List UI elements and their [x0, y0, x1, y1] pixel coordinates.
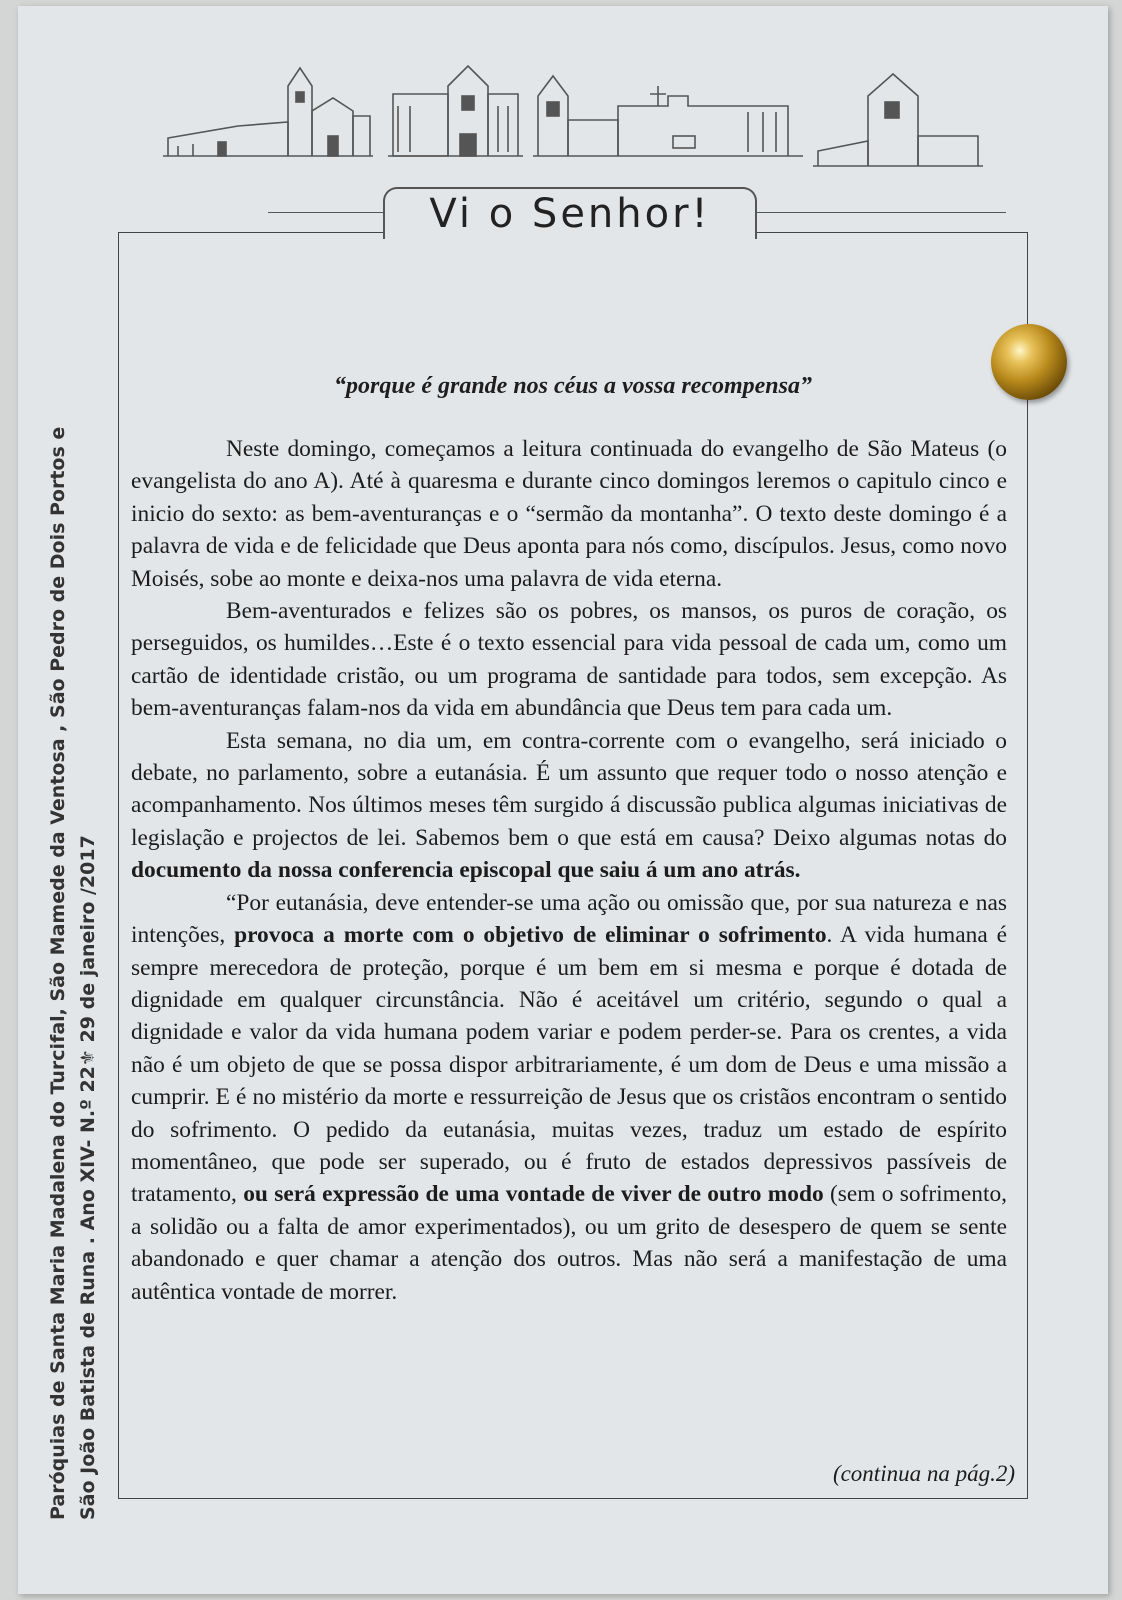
masthead-vertical [43, 40, 107, 1520]
paragraph-2: Bem-aventurados e felizes são os pobres, os mansos, os puros de coração, os perseguidos, os humildes…Este é o texto essencial para vida pessoal de cada um, como um cartão de identidade cristão, ou um programa de santidade para todos, sem excepção. As bem-aventuranças falam-nos da vida em abundância que Deus tem para cada um. [131, 598, 1007, 722]
title-rule-right [751, 212, 1006, 213]
church-skyline-icon [148, 56, 1008, 196]
paragraph-3: Esta semana, no dia um, em contra-corrente com o evangelho, será iniciado o debate, no parlamento, sobre a eutanásia. É um assunto que requer todo o nosso atenção e acompanhamento. Nos últimos meses têm surgido á discussão publica algumas iniciativas de legislação e projectos de lei. Sabemos bem o que está em causa? Deixo algumas notas do documento da nossa conferencia episcopal que saiu á um ano atrás. [131, 727, 1007, 884]
paragraph-1: Neste domingo, começamos a leitura continuada do evangelho de São Mateus (o evangelista do ano A). Até à quaresma e durante cinco domingos leremos o capitulo cinco e inicio do sexto: as bem-aventuranças e o “sermão da montanha”. O texto deste domingo é a palavra de vida e de felicidade que Deus aponta para nós como, discípulos. Jesus, como novo Moisés, sobe ao monte e deixa-nos uma palavra de vida eterna. [131, 436, 1007, 592]
epigraph: “porque é grande nos céus a vossa recompensa” [334, 373, 812, 399]
bold-phrase: documento da nossa conferencia episcopal que saiu á um ano atrás [131, 857, 795, 884]
article-box [118, 232, 1028, 1499]
paragraph-4: “Por eutanásia, deve entender-se uma ação ou omissão que, por sua natureza e nas intenções, provoca a morte com o objetivo de eliminar o sofrimento. A vida humana é sempre merecedora de proteção, porque é um bem em si mesma e porque é dotada de dignidade em qualquer circunstância. Não é aceitável um critério, segundo o qual a dignidade e valor da vida humana podem variar e podem perder-se. Para os crentes, a vida não é um objeto de que se possa dispor arbitrariamente, é um dom de Deus e uma missão a cumprir. E é no mistério da morte e ressurreição de Jesus que os cristãos encontram o sentido do sofrimento. O pedido da eutanásia, muitas vezes, traduz um estado de espírito momentâneo, que pode ser superado, ou é fruto de estados depressivos passíveis de tratamento, ou será expressão de uma vontade de viver de outro modo (sem o sofrimento, a solidão ou a falta de amor experimentados), ou um grito de desespero de quem se sente abandonado e quer chamar a atenção dos outros. Mas não será a manifestação de uma autêntica vontade de morrer. [131, 889, 1007, 1305]
bold-phrase: provoca a morte com o objetivo de eliminar o sofrimento [234, 922, 827, 949]
article-body [131, 433, 1007, 1308]
page-title: Vi o Senhor! [429, 191, 711, 237]
brass-fastener-icon [991, 324, 1067, 400]
masthead-line-2: São João Batista de Runa . Ano XIV- N.º 22⚜ 29 de janeiro /2017 [77, 835, 99, 1520]
title-rule-left [268, 212, 385, 213]
newsletter-page [18, 6, 1108, 1594]
masthead-line-1: Paróquias de Santa Maria Madalena do Turcifal, São Mamede da Ventosa , São Pedro de Dois Portos e [47, 426, 69, 1520]
bold-phrase: ou será expressão de uma vontade de viver de outro modo [243, 1181, 824, 1208]
title-frame [383, 187, 757, 239]
continuation-note: (continua na pág.2) [832, 1461, 1015, 1486]
